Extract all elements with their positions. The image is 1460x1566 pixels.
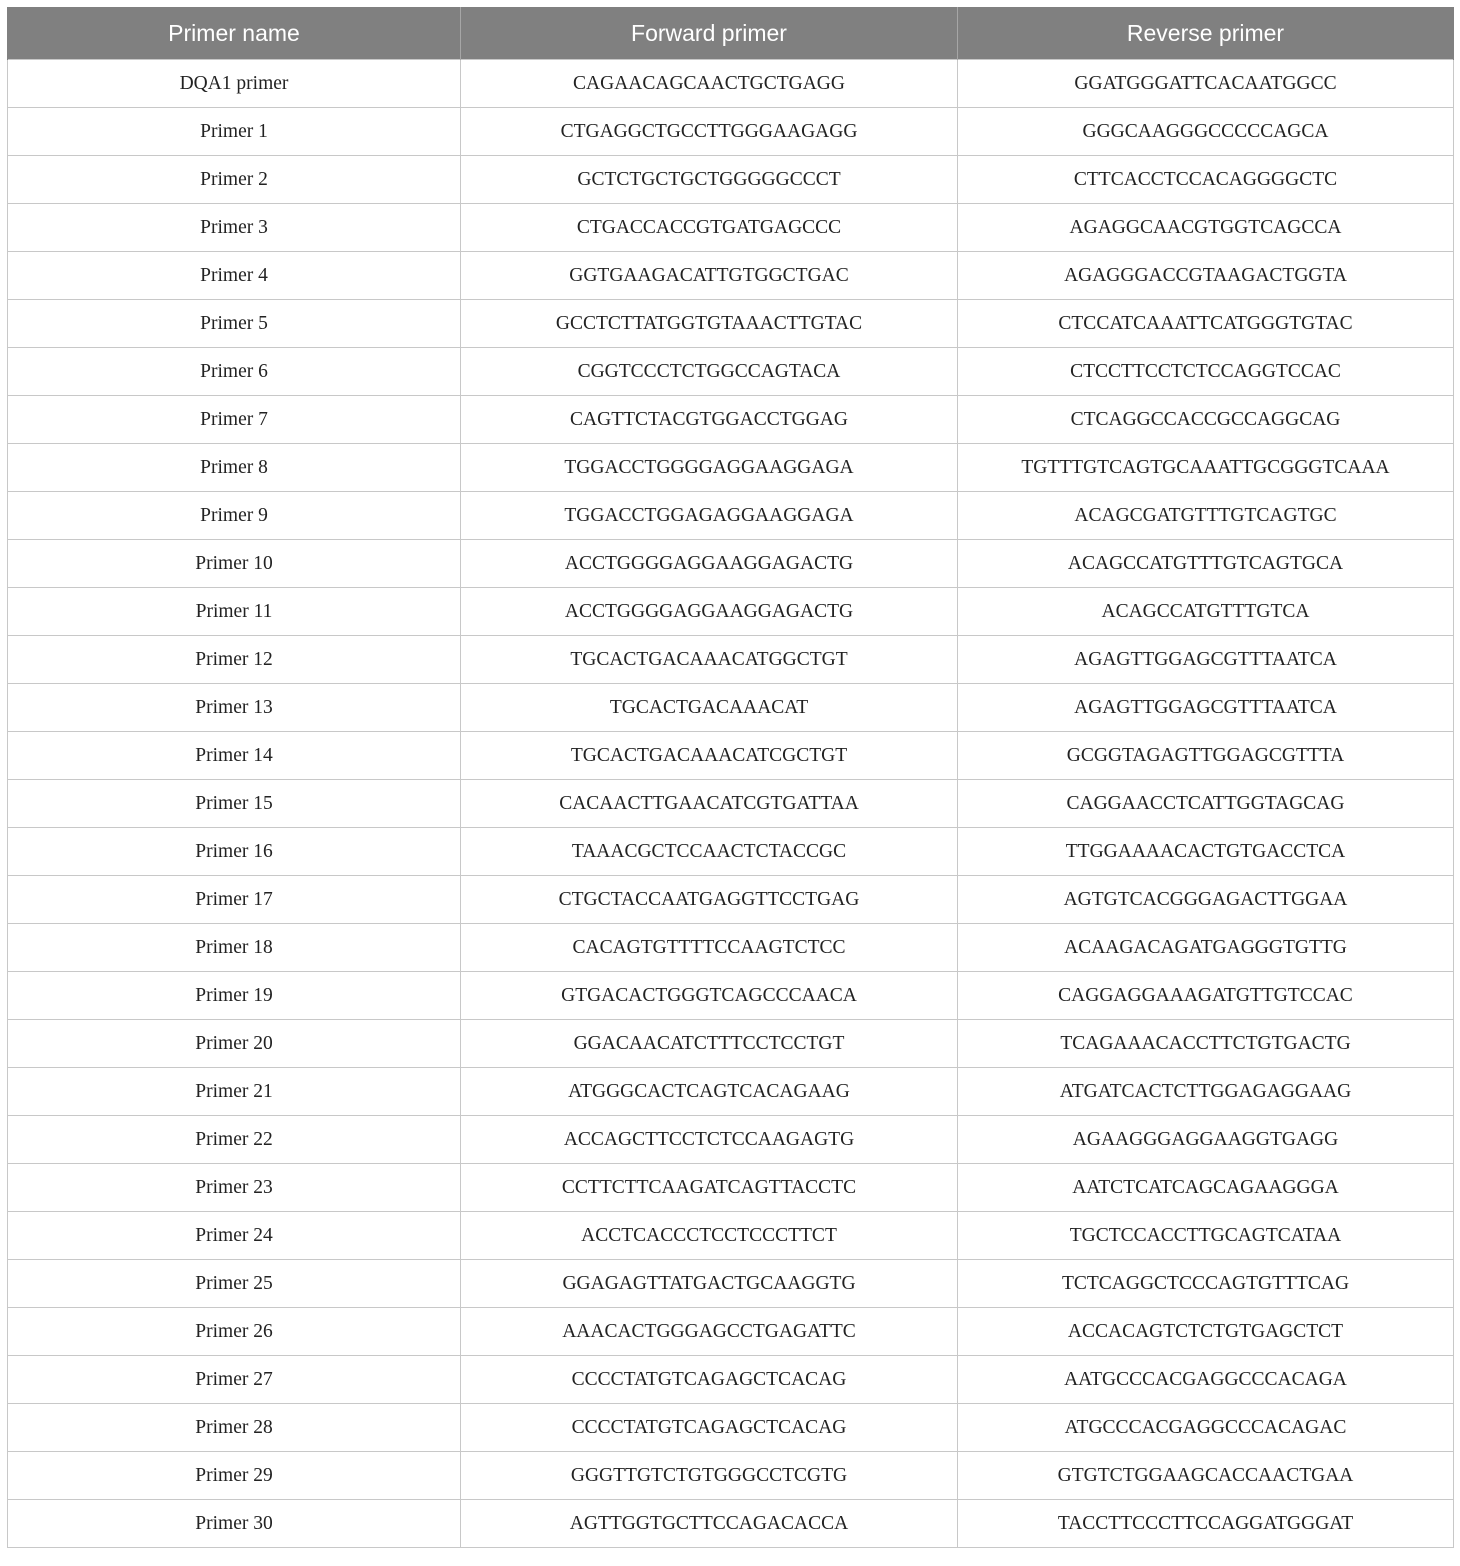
table-row <box>8 684 1454 732</box>
table-row <box>8 1308 1454 1356</box>
primer-name-cell: Primer 22 <box>8 1116 461 1164</box>
forward-primer-cell: CGGTCCCTCTGGCCAGTACA <box>461 348 958 396</box>
table-row <box>8 492 1454 540</box>
reverse-primer-cell: CTTCACCTCCACAGGGGCTC <box>958 156 1454 204</box>
forward-primer-cell: GGACAACATCTTTCCTCCTGT <box>461 1020 958 1068</box>
forward-primer-cell: TGCACTGACAAACAT <box>461 684 958 732</box>
forward-primer-cell: CTGACCACCGTGATGAGCCC <box>461 204 958 252</box>
primer-table-container <box>7 7 1453 1548</box>
primer-name-cell: Primer 9 <box>8 492 461 540</box>
reverse-primer-cell: AGAGTTGGAGCGTTTAATCA <box>958 684 1454 732</box>
primer-name-cell: Primer 23 <box>8 1164 461 1212</box>
primer-name-cell: Primer 13 <box>8 684 461 732</box>
forward-primer-cell: TAAACGCTCCAACTCTACCGC <box>461 828 958 876</box>
table-row <box>8 540 1454 588</box>
primer-name-cell: Primer 20 <box>8 1020 461 1068</box>
reverse-primer-cell: ATGCCCACGAGGCCCACAGAC <box>958 1404 1454 1452</box>
table-row <box>8 1164 1454 1212</box>
primer-name-cell: Primer 5 <box>8 300 461 348</box>
forward-primer-cell: CTGCTACCAATGAGGTTCCTGAG <box>461 876 958 924</box>
reverse-primer-cell: ACAGCCATGTTTGTCAGTGCA <box>958 540 1454 588</box>
forward-primer-cell: CAGAACAGCAACTGCTGAGG <box>461 60 958 108</box>
forward-primer-cell: CACAACTTGAACATCGTGATTAA <box>461 780 958 828</box>
reverse-primer-cell: TACCTTCCCTTCCAGGATGGGAT <box>958 1500 1454 1548</box>
primer-name-cell: Primer 25 <box>8 1260 461 1308</box>
primer-table <box>7 7 1454 1548</box>
reverse-primer-cell: TGCTCCACCTTGCAGTCATAA <box>958 1212 1454 1260</box>
forward-primer-cell: CTGAGGCTGCCTTGGGAAGAGG <box>461 108 958 156</box>
table-row <box>8 156 1454 204</box>
reverse-primer-cell: CTCCTTCCTCTCCAGGTCCAC <box>958 348 1454 396</box>
table-row <box>8 60 1454 108</box>
table-row <box>8 1068 1454 1116</box>
reverse-primer-cell: CTCAGGCCACCGCCAGGCAG <box>958 396 1454 444</box>
header-reverse-primer: Reverse primer <box>958 7 1454 60</box>
forward-primer-cell: CAGTTCTACGTGGACCTGGAG <box>461 396 958 444</box>
table-row <box>8 1212 1454 1260</box>
reverse-primer-cell: TTGGAAAACACTGTGACCTCA <box>958 828 1454 876</box>
reverse-primer-cell: AATCTCATCAGCAGAAGGGA <box>958 1164 1454 1212</box>
forward-primer-cell: GCTCTGCTGCTGGGGGCCCT <box>461 156 958 204</box>
reverse-primer-cell: AGAAGGGAGGAAGGTGAGG <box>958 1116 1454 1164</box>
forward-primer-cell: AGTTGGTGCTTCCAGACACCA <box>461 1500 958 1548</box>
table-row <box>8 588 1454 636</box>
primer-name-cell: Primer 3 <box>8 204 461 252</box>
primer-name-cell: Primer 26 <box>8 1308 461 1356</box>
forward-primer-cell: GTGACACTGGGTCAGCCCAACA <box>461 972 958 1020</box>
header-row <box>8 7 1454 60</box>
primer-name-cell: Primer 15 <box>8 780 461 828</box>
table-row <box>8 972 1454 1020</box>
primer-name-cell: Primer 12 <box>8 636 461 684</box>
reverse-primer-cell: GGGCAAGGGCCCCCAGCA <box>958 108 1454 156</box>
forward-primer-cell: ACCTGGGGAGGAAGGAGACTG <box>461 588 958 636</box>
reverse-primer-cell: AGAGTTGGAGCGTTTAATCA <box>958 636 1454 684</box>
forward-primer-cell: ACCAGCTTCCTCTCCAAGAGTG <box>461 1116 958 1164</box>
header-forward-primer: Forward primer <box>461 7 958 60</box>
reverse-primer-cell: TCTCAGGCTCCCAGTGTTTCAG <box>958 1260 1454 1308</box>
table-body <box>8 60 1454 1548</box>
primer-name-cell: Primer 11 <box>8 588 461 636</box>
table-row <box>8 444 1454 492</box>
table-row <box>8 348 1454 396</box>
forward-primer-cell: TGGACCTGGAGAGGAAGGAGA <box>461 492 958 540</box>
forward-primer-cell: GGAGAGTTATGACTGCAAGGTG <box>461 1260 958 1308</box>
table-row <box>8 828 1454 876</box>
primer-name-cell: Primer 8 <box>8 444 461 492</box>
primer-name-cell: Primer 17 <box>8 876 461 924</box>
primer-name-cell: Primer 7 <box>8 396 461 444</box>
primer-name-cell: Primer 6 <box>8 348 461 396</box>
table-header <box>8 7 1454 60</box>
forward-primer-cell: TGGACCTGGGGAGGAAGGAGA <box>461 444 958 492</box>
reverse-primer-cell: GTGTCTGGAAGCACCAACTGAA <box>958 1452 1454 1500</box>
reverse-primer-cell: AGAGGGACCGTAAGACTGGTA <box>958 252 1454 300</box>
table-row <box>8 1116 1454 1164</box>
reverse-primer-cell: ACAAGACAGATGAGGGTGTTG <box>958 924 1454 972</box>
reverse-primer-cell: AGTGTCACGGGAGACTTGGAA <box>958 876 1454 924</box>
table-row <box>8 1452 1454 1500</box>
forward-primer-cell: TGCACTGACAAACATGGCTGT <box>461 636 958 684</box>
primer-name-cell: Primer 27 <box>8 1356 461 1404</box>
table-row <box>8 1404 1454 1452</box>
primer-name-cell: Primer 16 <box>8 828 461 876</box>
primer-name-cell: Primer 19 <box>8 972 461 1020</box>
reverse-primer-cell: GGATGGGATTCACAATGGCC <box>958 60 1454 108</box>
table-row <box>8 1260 1454 1308</box>
primer-name-cell: Primer 21 <box>8 1068 461 1116</box>
reverse-primer-cell: ACAGCCATGTTTGTCA <box>958 588 1454 636</box>
forward-primer-cell: GGGTTGTCTGTGGGCCTCGTG <box>461 1452 958 1500</box>
reverse-primer-cell: TCAGAAACACCTTCTGTGACTG <box>958 1020 1454 1068</box>
forward-primer-cell: ACCTGGGGAGGAAGGAGACTG <box>461 540 958 588</box>
reverse-primer-cell: AGAGGCAACGTGGTCAGCCA <box>958 204 1454 252</box>
table-row <box>8 924 1454 972</box>
primer-name-cell: Primer 14 <box>8 732 461 780</box>
forward-primer-cell: CCCCTATGTCAGAGCTCACAG <box>461 1356 958 1404</box>
reverse-primer-cell: GCGGTAGAGTTGGAGCGTTTA <box>958 732 1454 780</box>
forward-primer-cell: GCCTCTTATGGTGTAAACTTGTAC <box>461 300 958 348</box>
header-primer-name: Primer name <box>8 7 461 60</box>
forward-primer-cell: CCTTCTTCAAGATCAGTTACCTC <box>461 1164 958 1212</box>
forward-primer-cell: CCCCTATGTCAGAGCTCACAG <box>461 1404 958 1452</box>
reverse-primer-cell: ACAGCGATGTTTGTCAGTGC <box>958 492 1454 540</box>
table-row <box>8 300 1454 348</box>
table-row <box>8 108 1454 156</box>
primer-name-cell: Primer 29 <box>8 1452 461 1500</box>
reverse-primer-cell: ATGATCACTCTTGGAGAGGAAG <box>958 1068 1454 1116</box>
table-row <box>8 1500 1454 1548</box>
forward-primer-cell: ATGGGCACTCAGTCACAGAAG <box>461 1068 958 1116</box>
forward-primer-cell: AAACACTGGGAGCCTGAGATTC <box>461 1308 958 1356</box>
primer-name-cell: Primer 1 <box>8 108 461 156</box>
reverse-primer-cell: CTCCATCAAATTCATGGGTGTAC <box>958 300 1454 348</box>
forward-primer-cell: ACCTCACCCTCCTCCCTTCT <box>461 1212 958 1260</box>
primer-name-cell: Primer 10 <box>8 540 461 588</box>
primer-name-cell: DQA1 primer <box>8 60 461 108</box>
forward-primer-cell: GGTGAAGACATTGTGGCTGAC <box>461 252 958 300</box>
table-row <box>8 780 1454 828</box>
table-row <box>8 876 1454 924</box>
primer-name-cell: Primer 24 <box>8 1212 461 1260</box>
reverse-primer-cell: AATGCCCACGAGGCCCACAGA <box>958 1356 1454 1404</box>
table-row <box>8 636 1454 684</box>
primer-name-cell: Primer 30 <box>8 1500 461 1548</box>
table-row <box>8 252 1454 300</box>
reverse-primer-cell: TGTTTGTCAGTGCAAATTGCGGGTCAAA <box>958 444 1454 492</box>
reverse-primer-cell: CAGGAACCTCATTGGTAGCAG <box>958 780 1454 828</box>
forward-primer-cell: TGCACTGACAAACATCGCTGT <box>461 732 958 780</box>
primer-name-cell: Primer 4 <box>8 252 461 300</box>
table-row <box>8 204 1454 252</box>
reverse-primer-cell: ACCACAGTCTCTGTGAGCTCT <box>958 1308 1454 1356</box>
primer-name-cell: Primer 28 <box>8 1404 461 1452</box>
table-row <box>8 1020 1454 1068</box>
forward-primer-cell: CACAGTGTTTTCCAAGTCTCC <box>461 924 958 972</box>
primer-name-cell: Primer 18 <box>8 924 461 972</box>
table-row <box>8 732 1454 780</box>
table-row <box>8 396 1454 444</box>
primer-name-cell: Primer 2 <box>8 156 461 204</box>
table-row <box>8 1356 1454 1404</box>
reverse-primer-cell: CAGGAGGAAAGATGTTGTCCAC <box>958 972 1454 1020</box>
